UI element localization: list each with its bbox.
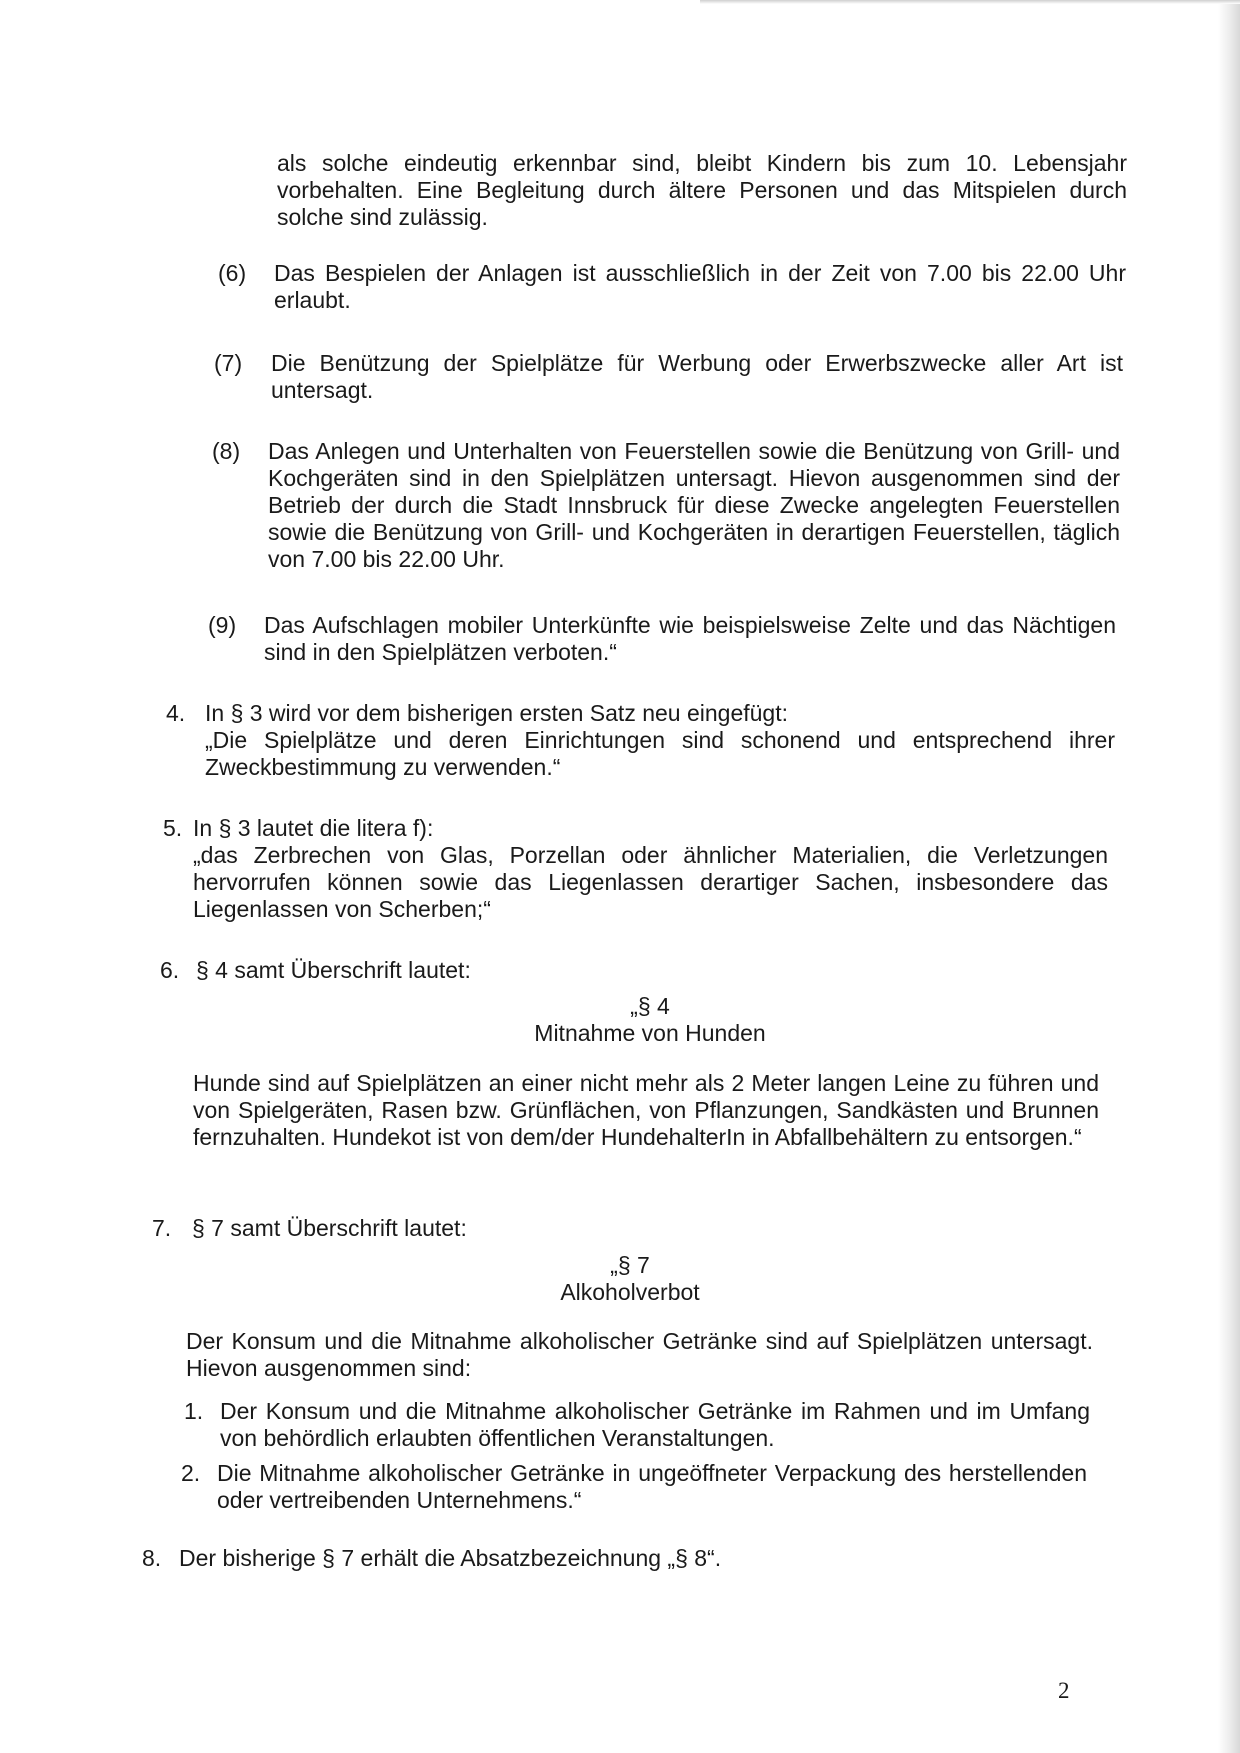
item-intro: § 4 samt Überschrift lautet: xyxy=(196,957,471,983)
item-7 xyxy=(192,1215,792,1242)
section-heading-4 xyxy=(420,993,880,1047)
item-4 xyxy=(205,700,1115,781)
list-item xyxy=(220,1398,1090,1452)
sub-item-number: (8) xyxy=(212,438,241,464)
section-body-text: Hunde sind auf Spielplätzen an einer nicht mehr als 2 Meter langen Leine zu führen und von Spielgeräten, Rasen bzw. Grünflächen, von Pflanzungen, Sandkästen und Brunnen fernzuhalten. Hundekot ist von dem/der HundehalterIn in Abfallbehältern zu entsorgen.“ xyxy=(193,1070,1099,1150)
item-6 xyxy=(196,957,796,984)
item-quote: „das Zerbrechen von Glas, Porzellan oder ähnlicher Materialien, die Verletzungen hervorrufen können sowie das Liegenlassen derartiger Sachen, insbesondere das Liegenlassen von Scherben;“ xyxy=(193,842,1108,922)
item-intro: Der bisherige § 7 erhält die Absatzbezeichnung „§ 8“. xyxy=(179,1545,722,1571)
sub-item-text: Die Benützung der Spielplätze für Werbung oder Erwerbszwecke aller Art ist untersagt. xyxy=(271,350,1123,403)
list-item-text: Der Konsum und die Mitnahme alkoholischer Getränke im Rahmen und im Umfang von behördlich erlaubten öffentlichen Veranstaltungen. xyxy=(220,1398,1090,1451)
sub-item-7 xyxy=(271,350,1123,404)
item-intro: In § 3 wird vor dem bisherigen ersten Satz neu eingefügt: xyxy=(205,700,789,726)
sub-item-text: Das Bespielen der Anlagen ist ausschließlich in der Zeit von 7.00 bis 22.00 Uhr erlaubt. xyxy=(274,260,1126,313)
section-7-body xyxy=(186,1328,1093,1382)
section-title: Alkoholverbot xyxy=(560,1279,700,1305)
paragraph-text: als solche eindeutig erkennbar sind, bleibt Kindern bis zum 10. Lebensjahr vorbehalten. Eine Begleitung durch ältere Personen und das Mitspielen durch solche sind zulässig. xyxy=(277,150,1127,230)
item-number: 7. xyxy=(152,1215,172,1241)
page-number: 2 xyxy=(1058,1678,1070,1703)
scan-edge-top xyxy=(700,0,1240,4)
section-number: „§ 4 xyxy=(630,993,670,1019)
sub-item-number: (7) xyxy=(214,350,243,376)
scan-edge xyxy=(1218,0,1240,1753)
item-intro: In § 3 lautet die litera f): xyxy=(193,815,434,841)
item-intro: § 7 samt Überschrift lautet: xyxy=(192,1215,467,1241)
item-number: 5. xyxy=(163,815,183,841)
sub-item-text: Das Anlegen und Unterhalten von Feuerstellen sowie die Benützung von Grill- und Kochgeräten sind in den Spielplätzen untersagt. Hievon ausgenommen sind der Betrieb der durch die Stadt Innsbruck für diese Zwecke angelegten Feuerstellen sowie die Benützung von Grill- und Kochgeräten in derartigen Feuerstellen, täglich von 7.00 bis 22.00 Uhr. xyxy=(268,438,1120,572)
sub-item-6 xyxy=(274,260,1126,314)
section-body-text: Der Konsum und die Mitnahme alkoholischer Getränke sind auf Spielplätzen untersagt. Hievon ausgenommen sind: xyxy=(186,1328,1093,1381)
sub-item-text: Das Aufschlagen mobiler Unterkünfte wie beispielsweise Zelte und das Nächtigen sind in den Spielplätzen verboten.“ xyxy=(264,612,1116,665)
list-number: 2. xyxy=(181,1460,201,1486)
item-quote: „Die Spielplätze und deren Einrichtungen sind schonend und entsprechend ihrer Zweckbestimmung zu verwenden.“ xyxy=(205,727,1115,780)
continuation-paragraph xyxy=(277,150,1127,231)
item-number: 8. xyxy=(142,1545,162,1571)
list-item xyxy=(217,1460,1087,1514)
item-5 xyxy=(193,815,1108,923)
sub-item-number: (6) xyxy=(218,260,247,286)
section-number: „§ 7 xyxy=(610,1252,650,1278)
sub-item-8 xyxy=(268,438,1120,573)
list-number: 1. xyxy=(184,1398,204,1424)
section-4-body xyxy=(193,1070,1099,1151)
item-number: 6. xyxy=(160,957,180,983)
section-heading-7 xyxy=(400,1252,860,1306)
sub-item-9 xyxy=(264,612,1116,666)
list-item-text: Die Mitnahme alkoholischer Getränke in ungeöffneter Verpackung des herstellenden oder vertreibenden Unternehmens.“ xyxy=(217,1460,1087,1513)
section-title: Mitnahme von Hunden xyxy=(534,1020,766,1046)
sub-item-number: (9) xyxy=(208,612,237,638)
item-8 xyxy=(179,1545,1079,1572)
item-number: 4. xyxy=(166,700,186,726)
